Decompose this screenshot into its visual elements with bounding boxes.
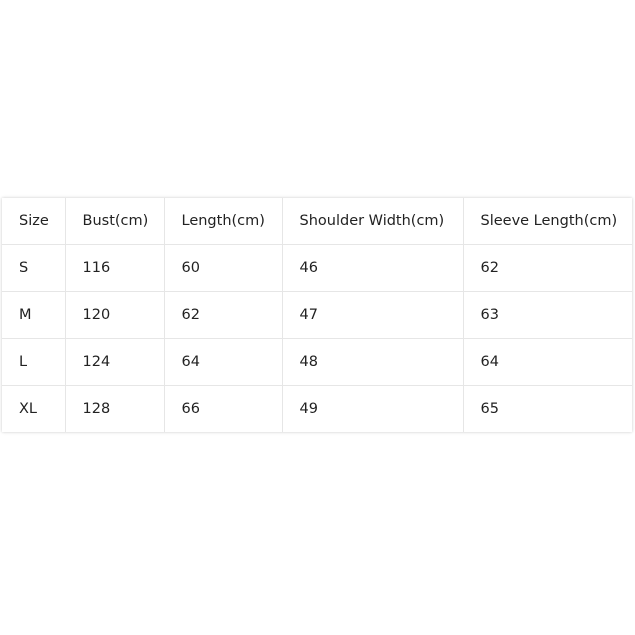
cell-bust: 128 xyxy=(65,386,164,433)
cell-size: S xyxy=(2,245,65,292)
table-row xyxy=(2,292,632,339)
table-row xyxy=(2,339,632,386)
cell-size: M xyxy=(2,292,65,339)
size-chart-card xyxy=(2,198,632,432)
cell-bust: 120 xyxy=(65,292,164,339)
header-shoulder-width: Shoulder Width(cm) xyxy=(282,198,463,245)
cell-bust: 124 xyxy=(65,339,164,386)
header-size: Size xyxy=(2,198,65,245)
header-length: Length(cm) xyxy=(164,198,282,245)
table-header-row xyxy=(2,198,632,245)
cell-length: 60 xyxy=(164,245,282,292)
cell-sleeve-length: 63 xyxy=(463,292,632,339)
table-row xyxy=(2,245,632,292)
cell-sleeve-length: 65 xyxy=(480,401,499,417)
cell-length: 64 xyxy=(164,339,282,386)
cell-shoulder-width: 49 xyxy=(282,386,463,433)
header-sleeve-length: Sleeve Length(cm) xyxy=(463,198,632,245)
cell-shoulder-width: 47 xyxy=(282,292,463,339)
cell-shoulder-width: 46 xyxy=(282,245,463,292)
cell-shoulder-width: 48 xyxy=(282,339,463,386)
table-row xyxy=(2,386,632,433)
cell-bust: 116 xyxy=(65,245,164,292)
header-bust: Bust(cm) xyxy=(65,198,164,245)
cell-sleeve-length: 62 xyxy=(463,245,632,292)
cell-size: L xyxy=(2,339,65,386)
cell-length: 62 xyxy=(164,292,282,339)
cell-length: 66 xyxy=(164,386,282,433)
cell-size: XL xyxy=(2,386,65,433)
size-chart-table xyxy=(2,198,632,432)
cell-sleeve-length: 64 xyxy=(463,339,632,386)
